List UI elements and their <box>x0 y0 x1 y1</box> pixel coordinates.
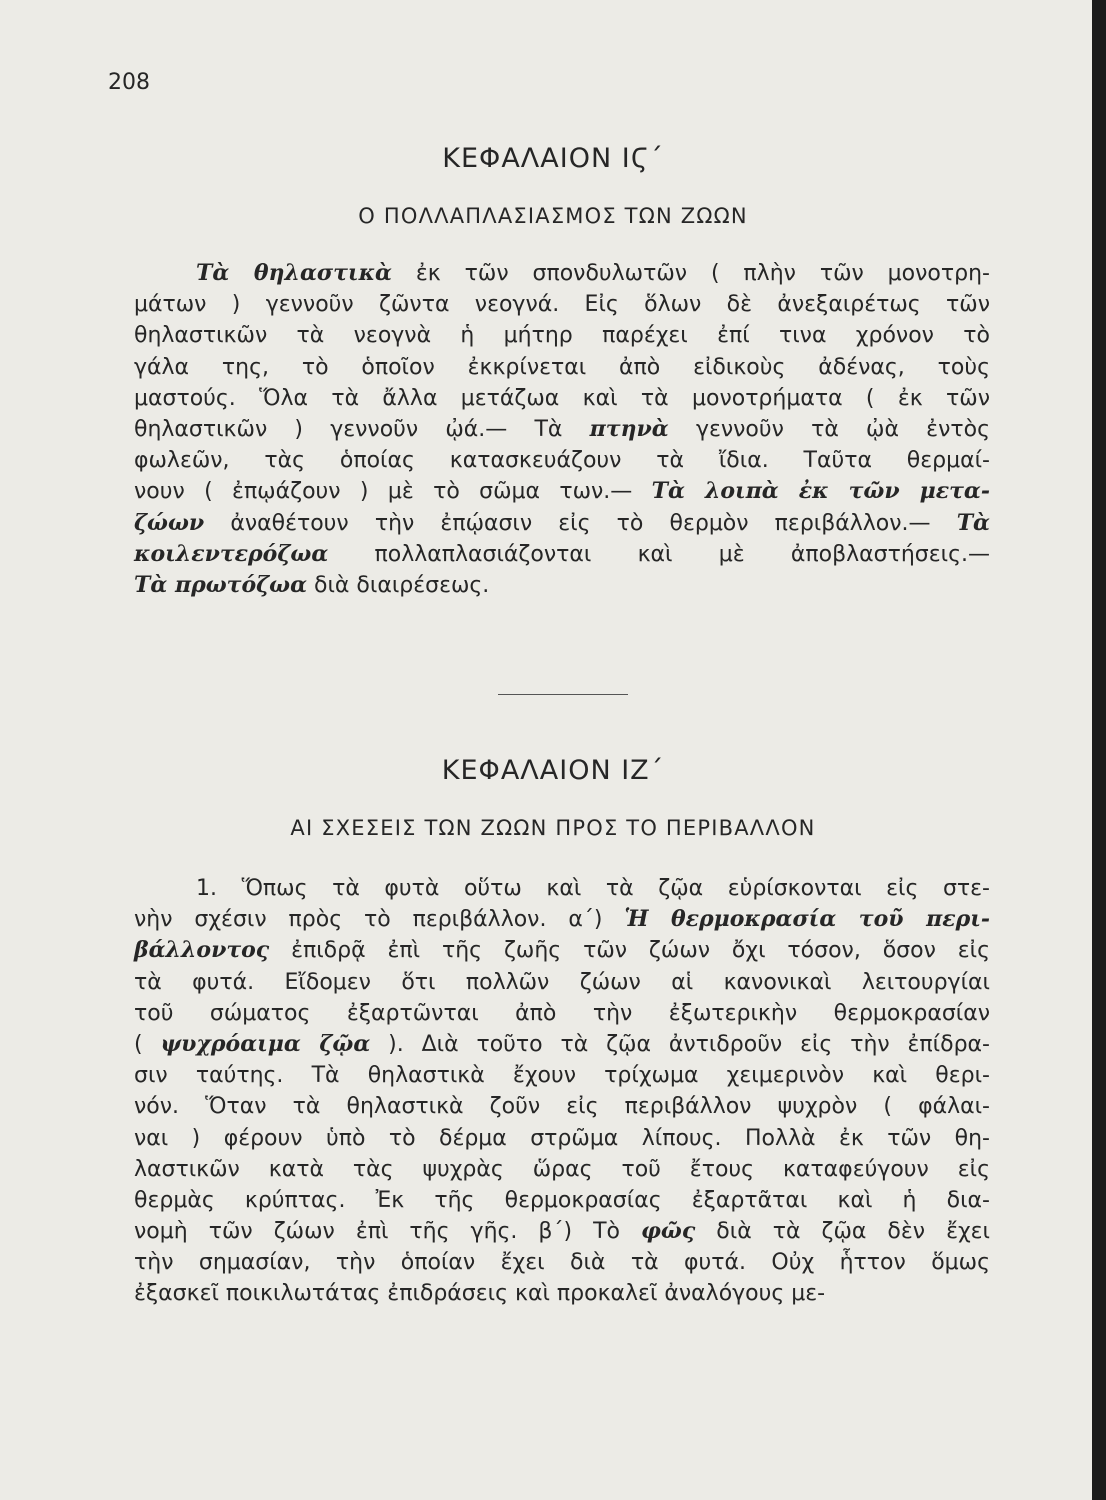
emphasized-term: ζώων <box>134 509 205 536</box>
text-run: ). Διὰ τοῦτο τὰ ζῷα ἀντιδροῦν εἰς τὴν ἐπίδρα- <box>370 1031 990 1057</box>
text-run: διὰ τὰ ζῷα δὲν ἔχει <box>695 1219 991 1245</box>
text-run: ἐπιδρᾷ ἐπὶ τῆς ζωῆς τῶν ζώων ὄχι τόσον, ὅσον εἰς <box>269 938 990 964</box>
emphasized-term: φῶς <box>641 1218 696 1245</box>
text-run: νουν ( ἐπῳάζουν ) μὲ τὸ σῶμα των.— <box>134 479 652 505</box>
text-run: νὴν σχέσιν πρὸς τὸ περιβάλλον. α΄) <box>134 907 625 933</box>
text-line <box>134 873 990 904</box>
text-run: ἀναθέτουν τὴν ἐπῴασιν εἰς τὸ θερμὸν περιβάλλον.— <box>204 510 957 536</box>
text-line <box>134 1247 990 1278</box>
text-line <box>134 1185 990 1216</box>
section-divider <box>498 694 628 695</box>
text-line <box>134 383 990 414</box>
text-run: 1. Ὅπως τὰ φυτὰ οὕτω καὶ τὰ ζῷα εὑρίσκονται εἰς στε- <box>196 876 990 901</box>
page-number: 208 <box>108 70 150 95</box>
text-run: θηλαστικῶν ) γεννοῦν ᾠά.— Τὰ <box>134 416 590 442</box>
text-run: πολλαπλασιάζονται καὶ μὲ ἀποβλαστήσεις.— <box>328 541 990 567</box>
text-run: τὰ φυτά. Εἴδομεν ὅτι πολλῶν ζώων αἱ κανονικαὶ λειτουργίαι <box>134 969 990 995</box>
text-line <box>134 1060 990 1091</box>
text-run: τὴν σημασίαν, τὴν ὁποίαν ἔχει διὰ τὰ φυτά. Οὐχ ἧττον ὅμως <box>134 1250 990 1276</box>
text-line <box>134 508 990 539</box>
text-line <box>134 1123 990 1154</box>
emphasized-term: Τὰ πρωτόζωα <box>134 571 308 598</box>
emphasized-term: κοιλεντερόζωα <box>134 540 329 567</box>
text-line <box>134 258 990 289</box>
text-run: ἐκ τῶν σπονδυλωτῶν ( πλὴν τῶν μονοτρη- <box>391 261 990 286</box>
text-run: μάτων ) γεννοῦν ζῶντα νεογνά. Εἰς ὅλων δὲ ἀνεξαιρέτως τῶν <box>134 292 990 318</box>
emphasized-term: Ἡ θερμοκρασία τοῦ περι- <box>624 906 990 933</box>
text-run: λαστικῶν κατὰ τὰς ψυχρὰς ὥρας τοῦ ἔτους καταφεύγουν εἰς <box>134 1156 990 1182</box>
text-line <box>134 445 990 476</box>
text-line <box>134 1216 990 1247</box>
text-line <box>134 289 990 320</box>
emphasized-term: Τὰ <box>956 509 990 536</box>
text-line <box>134 904 990 935</box>
text-line <box>134 935 990 966</box>
chapter-17-title: ΚΕΦΑΛΑΙΟΝ ΙΖ΄ <box>441 755 665 786</box>
text-run: θηλαστικῶν τὰ νεογνὰ ἡ μήτηρ παρέχει ἐπί τινα χρόνον τὸ <box>134 323 990 349</box>
text-run: φωλεῶν, τὰς ὁποίας κατασκευάζουν τὰ ἴδια. Ταῦτα θερμαί- <box>134 448 990 474</box>
text-line <box>134 414 990 445</box>
text-line <box>134 539 990 570</box>
text-run: ( <box>134 1031 161 1057</box>
text-run: διὰ διαιρέσεως. <box>307 572 490 598</box>
text-line <box>134 1278 990 1309</box>
text-line <box>134 570 990 601</box>
text-run: ἐξασκεῖ ποικιλωτάτας ἐπιδράσεις καὶ προκαλεῖ ἀναλόγους με- <box>134 1281 826 1307</box>
chapter-17-subtitle: ΑΙ ΣΧΕΣΕΙΣ ΤΩΝ ΖΩΩΝ ΠΡΟΣ ΤΟ ΠΕΡΙΒΑΛΛΟΝ <box>290 816 816 840</box>
chapter-16-text <box>134 258 990 601</box>
text-run: θερμὰς κρύπτας. Ἐκ τῆς θερμοκρασίας ἐξαρτᾶται καὶ ἡ δια- <box>134 1187 990 1213</box>
text-line <box>134 967 990 998</box>
text-run: γεννοῦν τὰ ᾠὰ ἐντὸς <box>668 416 990 442</box>
text-run: σιν ταύτης. Τὰ θηλαστικὰ ἔχουν τρίχωμα χειμερινὸν καὶ θερι- <box>134 1063 990 1089</box>
chapter-17-text <box>134 873 990 1310</box>
chapter-16-title: ΚΕΦΑΛΑΙΟΝ ΙϚ΄ <box>442 143 664 174</box>
text-line <box>134 1029 990 1060</box>
text-line <box>134 1091 990 1122</box>
text-line <box>134 1154 990 1185</box>
emphasized-term: ψυχρόαιμα ζῷα <box>160 1030 371 1057</box>
text-run: γάλα της, τὸ ὁποῖον ἐκκρίνεται ἀπὸ εἰδικοὺς ἀδένας, τοὺς <box>134 354 990 380</box>
emphasized-term: βάλλοντος <box>134 937 270 964</box>
text-line <box>134 476 990 507</box>
emphasized-term: Τὰ λοιπὰ ἐκ τῶν μετα- <box>651 478 990 505</box>
text-line <box>134 320 990 351</box>
text-run: ναι ) φέρουν ὑπὸ τὸ δέρμα στρῶμα λίπους. Πολλὰ ἐκ τῶν θη- <box>134 1125 990 1151</box>
chapter-16-subtitle: Ο ΠΟΛΛΑΠΛΑΣΙΑΣΜΟΣ ΤΩΝ ΖΩΩΝ <box>358 204 748 228</box>
text-run: νομὴ τῶν ζώων ἐπὶ τῆς γῆς. β΄) Τὸ <box>134 1219 642 1245</box>
text-line <box>134 998 990 1029</box>
text-line <box>134 352 990 383</box>
emphasized-term: Τὰ θηλαστικὰ <box>196 260 392 286</box>
text-run: νόν. Ὅταν τὰ θηλαστικὰ ζοῦν εἰς περιβάλλον ψυχρὸν ( φάλαι- <box>134 1094 990 1120</box>
emphasized-term: πτηνὰ <box>589 415 669 442</box>
text-run: μαστούς. Ὅλα τὰ ἄλλα μετάζωα καὶ τὰ μονοτρήματα ( ἐκ τῶν <box>134 385 990 411</box>
text-run: τοῦ σώματος ἐξαρτῶνται ἀπὸ τὴν ἐξωτερικὴν θερμοκρασίαν <box>134 1000 990 1026</box>
